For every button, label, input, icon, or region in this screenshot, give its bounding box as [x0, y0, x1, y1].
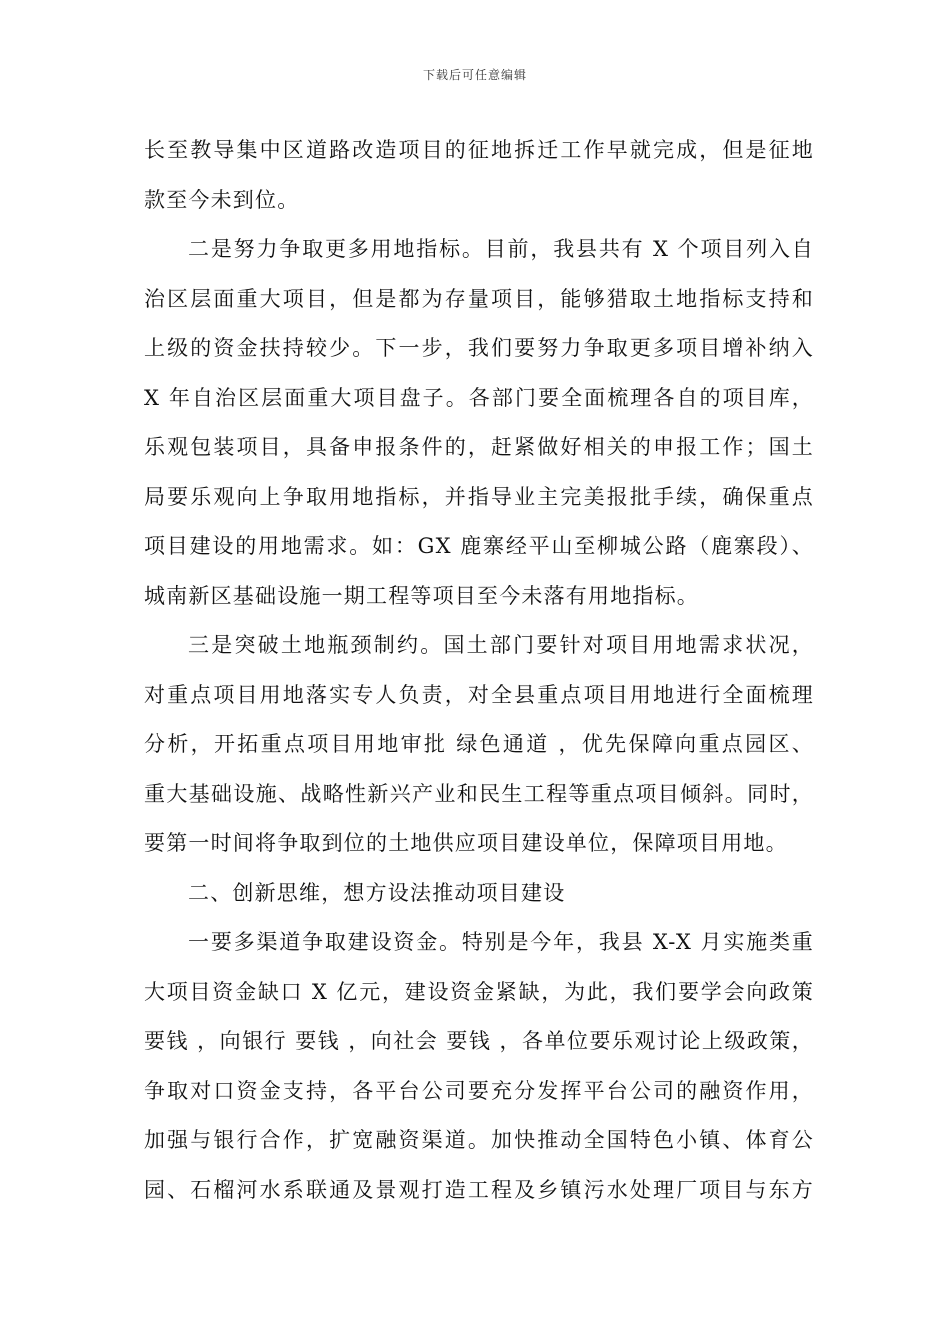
section-heading: 二、创新思维，想方设法推动项目建设 — [188, 880, 566, 905]
text-line: 对重点项目用地落实专人负责，对全县重点项目用地进行全面梳理 — [144, 682, 814, 707]
text-line: 项目建设的用地需求。如：GX 鹿寨经平山至柳城公路（鹿寨段）、 — [144, 534, 814, 558]
text-line: 园、石榴河水系联通及景观打造工程及乡镇污水处理厂项目与东方 — [144, 1177, 814, 1202]
text-line: 二是努力争取更多用地指标。目前，我县共有 X 个项目列入自 — [188, 237, 814, 261]
text-line: 分析，开拓重点项目用地审批 绿色通道 ，优先保障向重点园区、 — [144, 732, 814, 756]
text-line: X 年自治区层面重大项目盘子。各部门要全面梳理各自的项目库， — [144, 385, 814, 410]
text-line: 上级的资金扶持较少。下一步，我们要努力争取更多项目增补纳入 — [144, 336, 814, 360]
text-line: 重大基础设施、战略性新兴产业和民生工程等重点项目倾斜。同时， — [144, 781, 814, 806]
text-line: 款至今未到位。 — [144, 187, 300, 212]
text-line: 加强与银行合作，扩宽融资渠道。加快推动全国特色小镇、体育公 — [144, 1128, 814, 1152]
text-line: 城南新区基础设施一期工程等项目至今未落有用地指标。 — [144, 583, 699, 608]
text-line: 要钱 ，向银行 要钱 ，向社会 要钱 ，各单位要乐观讨论上级政策， — [144, 1029, 814, 1053]
text-line: 大项目资金缺口 X 亿元，建设资金紧缺，为此，我们要学会向政策 — [144, 979, 814, 1004]
text-line: 争取对口资金支持，各平台公司要充分发挥平台公司的融资作用， — [144, 1078, 814, 1103]
document-body — [144, 126, 814, 1215]
text-line: 一要多渠道争取建设资金。特别是今年，我县 X-X 月实施类重 — [188, 930, 814, 954]
text-line: 乐观包装项目，具备申报条件的，赶紧做好相关的申报工作；国土 — [144, 435, 814, 459]
text-line: 局要乐观向上争取用地指标，并指导业主完美报批手续，确保重点 — [144, 484, 814, 509]
text-line: 长至教导集中区道路改造项目的征地拆迁工作早就完成，但是征地 — [144, 138, 814, 162]
text-line: 三是突破土地瓶颈制约。国土部门要针对项目用地需求状况， — [188, 633, 814, 657]
text-line: 要第一时间将争取到位的土地供应项目建设单位，保障项目用地。 — [144, 831, 788, 855]
page-header: 下载后可任意编辑 — [422, 68, 527, 82]
text-line: 治区层面重大项目，但是都为存量项目，能够猎取土地指标支持和 — [144, 286, 814, 311]
